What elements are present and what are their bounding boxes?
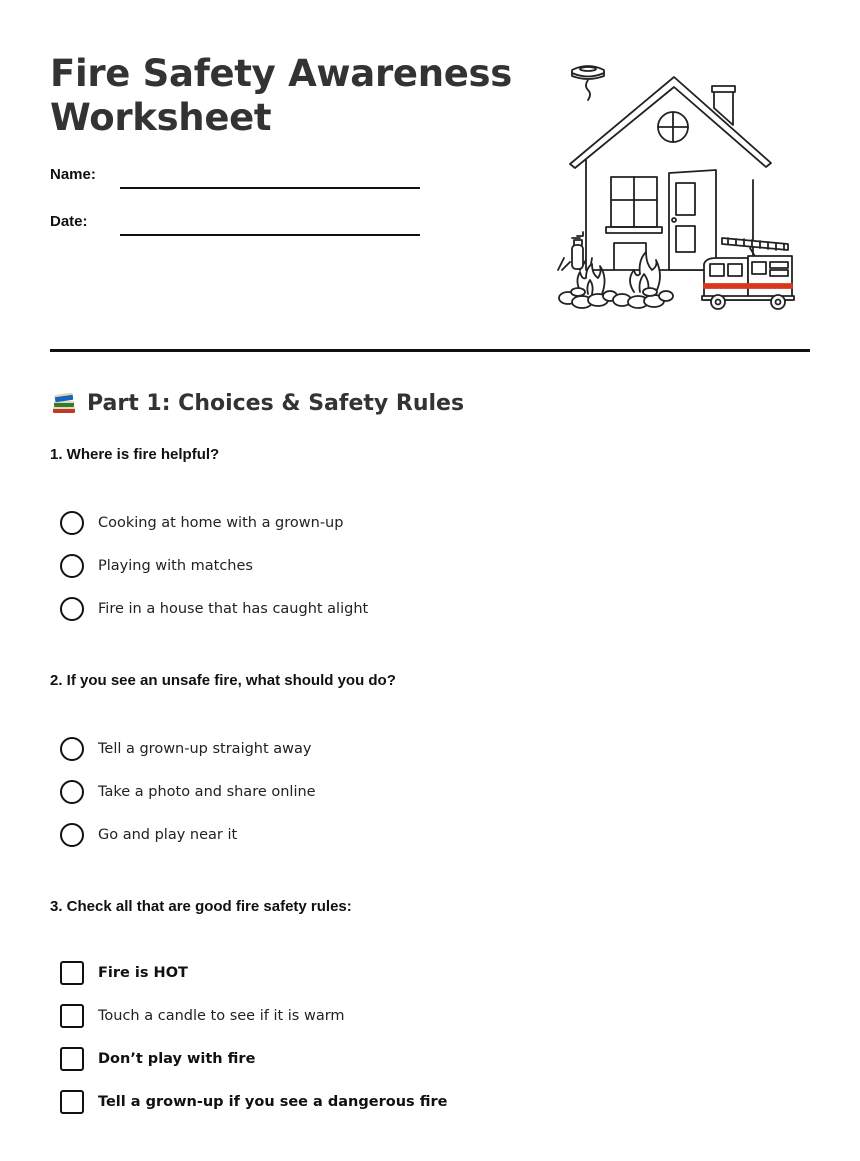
radio-button[interactable] (60, 597, 84, 621)
q2-option-2[interactable] (60, 779, 316, 805)
option-label: Take a photo and share online (98, 784, 316, 800)
question-1: 1. Where is fire helpful? (50, 446, 220, 463)
radio-button[interactable] (60, 780, 84, 804)
checkbox[interactable] (60, 961, 84, 985)
radio-button[interactable] (60, 511, 84, 535)
option-label: Touch a candle to see if it is warm (98, 1008, 345, 1024)
worksheet-title: Fire Safety Awareness Worksheet (50, 52, 512, 139)
q3-option-3[interactable] (60, 1046, 255, 1072)
option-label: Tell a grown-up straight away (98, 741, 312, 757)
campfire-icon-2 (613, 252, 673, 308)
section-heading (50, 388, 464, 420)
books-icon (50, 390, 78, 418)
option-label: Cooking at home with a grown-up (98, 515, 344, 531)
option-label: Tell a grown-up if you see a dangerous fire (98, 1094, 448, 1110)
date-line[interactable] (120, 234, 420, 236)
question-3: 3. Check all that are good fire safety rules: (50, 898, 352, 915)
fire-safety-illustration (550, 60, 800, 315)
option-label: Go and play near it (98, 827, 238, 843)
option-label: Don’t play with fire (98, 1051, 256, 1067)
checkbox[interactable] (60, 1004, 84, 1028)
q1-option-3[interactable] (60, 596, 368, 622)
option-label: Fire in a house that has caught alight (98, 601, 369, 617)
radio-button[interactable] (60, 823, 84, 847)
section-heading-text: Part 1: Choices & Safety Rules (87, 391, 465, 416)
q3-option-1[interactable] (60, 960, 188, 986)
question-2: 2. If you see an unsafe fire, what should you do? (50, 672, 396, 689)
header-divider (50, 349, 810, 352)
name-label: Name: (50, 166, 96, 183)
name-line[interactable] (120, 187, 420, 189)
checkbox[interactable] (60, 1090, 84, 1114)
smoke-alarm-icon (572, 66, 604, 100)
q2-option-3[interactable] (60, 822, 237, 848)
q3-option-2[interactable] (60, 1003, 345, 1029)
q1-option-2[interactable] (60, 553, 253, 579)
radio-button[interactable] (60, 737, 84, 761)
option-label: Fire is HOT (98, 965, 188, 981)
radio-button[interactable] (60, 554, 84, 578)
q3-option-4[interactable] (60, 1089, 447, 1115)
checkbox[interactable] (60, 1047, 84, 1071)
q2-option-1[interactable] (60, 736, 312, 762)
q1-option-1[interactable] (60, 510, 343, 536)
option-label: Playing with matches (98, 558, 253, 574)
fire-extinguisher-icon (572, 232, 583, 269)
date-label: Date: (50, 213, 88, 230)
